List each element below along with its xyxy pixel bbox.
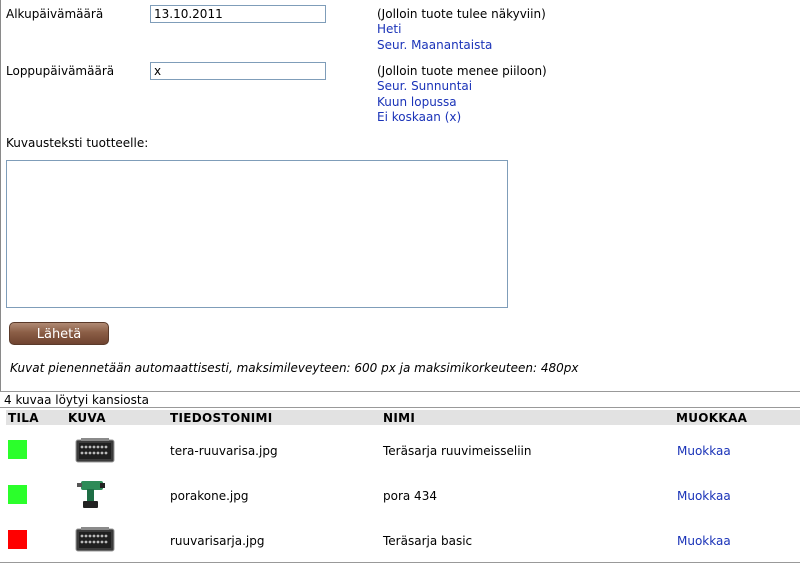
divider-table-top xyxy=(0,407,800,408)
start-date-input[interactable] xyxy=(150,5,326,23)
edit-link[interactable]: Muokkaa xyxy=(677,444,731,458)
row-filename: porakone.jpg xyxy=(170,489,249,503)
header-status: TILA xyxy=(8,411,39,425)
tool-case-thumbnail xyxy=(73,521,117,557)
end-date-label: Loppupäivämäärä xyxy=(6,64,115,78)
start-date-label: Alkupäivämäärä xyxy=(6,7,104,21)
send-button[interactable]: Lähetä xyxy=(9,322,109,345)
header-image: KUVA xyxy=(68,411,106,425)
header-edit: MUOKKAA xyxy=(676,411,748,425)
description-textarea[interactable] xyxy=(6,160,508,308)
found-images-count: 4 kuvaa löytyi kansiosta xyxy=(4,393,149,407)
edit-link[interactable]: Muokkaa xyxy=(677,534,731,548)
divider-bottom xyxy=(0,562,800,563)
drill-thumbnail xyxy=(73,476,117,512)
end-never-link[interactable]: Ei koskaan (x) xyxy=(377,110,462,124)
header-name: NIMI xyxy=(383,411,416,425)
status-indicator xyxy=(8,440,27,459)
left-frame-border xyxy=(0,0,1,392)
status-indicator xyxy=(8,485,27,504)
row-filename: ruuvarisarja.jpg xyxy=(170,534,265,548)
divider-top xyxy=(0,391,800,392)
start-date-note: (Jolloin tuote tulee näkyviin) xyxy=(377,7,546,21)
start-next-monday-link[interactable]: Seur. Maanantaista xyxy=(377,38,493,52)
row-name: Teräsarja basic xyxy=(383,534,473,548)
row-name: Teräsarja ruuvimeisseliin xyxy=(383,444,532,458)
edit-link[interactable]: Muokkaa xyxy=(677,489,731,503)
image-resize-info: Kuvat pienennetään automaattisesti, maksimileveyteen: 600 px ja maksimikorkeuteen: 480px xyxy=(10,361,579,375)
tool-case-thumbnail xyxy=(73,432,117,468)
end-date-input[interactable] xyxy=(150,62,326,80)
description-label: Kuvausteksti tuotteelle: xyxy=(6,136,149,150)
status-indicator xyxy=(8,530,27,549)
header-filename: TIEDOSTONIMI xyxy=(170,411,273,425)
row-filename: tera-ruuvarisa.jpg xyxy=(170,444,278,458)
end-date-note: (Jolloin tuote menee piiloon) xyxy=(377,64,547,78)
end-next-sunday-link[interactable]: Seur. Sunnuntai xyxy=(377,79,473,93)
start-now-link[interactable]: Heti xyxy=(377,22,402,36)
end-month-end-link[interactable]: Kuun lopussa xyxy=(377,95,457,109)
row-name: pora 434 xyxy=(383,489,437,503)
